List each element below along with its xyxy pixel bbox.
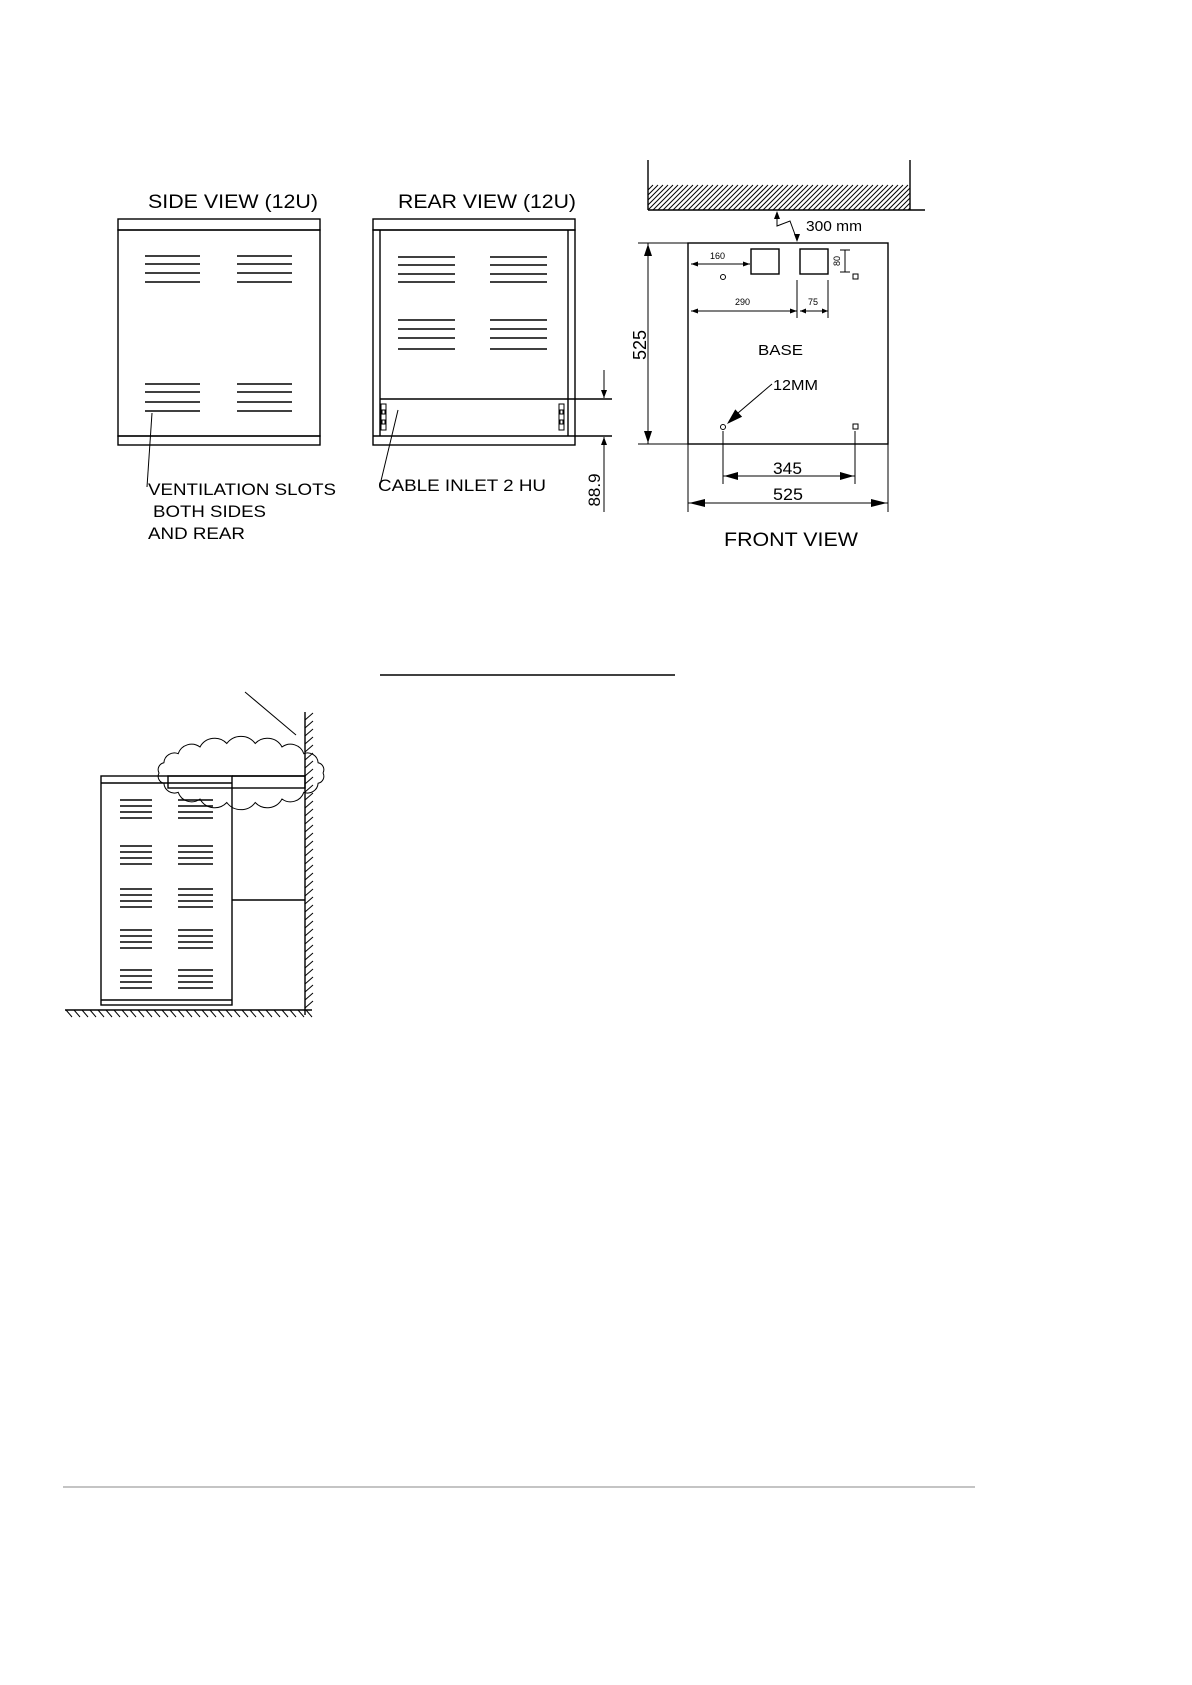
dimension-290-value: 290	[735, 297, 751, 307]
wall-hatch-tick	[305, 761, 313, 768]
wall-hatch-line	[898, 198, 910, 210]
front-view-title: FRONT VIEW	[724, 530, 859, 551]
floor-hatch-tick	[154, 1010, 160, 1017]
wall-hatch-line	[648, 185, 653, 190]
wall-hatch-tick	[305, 793, 313, 800]
mounting-hole	[853, 274, 858, 279]
wall-hatch-line	[658, 185, 683, 210]
bracket-hole	[382, 410, 385, 414]
mounting-hole	[721, 425, 726, 430]
ventilation-note-line-1: VENTILATION SLOTS	[148, 480, 336, 499]
wall-hatch-tick	[305, 817, 313, 824]
inlet-height-value: 88.9	[585, 473, 604, 507]
clearance-zigzag-line	[777, 213, 797, 240]
wall-hatch-line	[723, 185, 748, 210]
side-view-title: SIDE VIEW (12U)	[148, 192, 318, 213]
dimension-arrowhead	[601, 437, 607, 445]
wall-hatch-tick	[305, 937, 313, 944]
wall-hatch-line	[683, 185, 708, 210]
front-view	[630, 160, 925, 551]
cable-inlet-right-bracket	[559, 404, 564, 430]
wall-hatch-line	[838, 185, 863, 210]
side-view	[118, 192, 336, 543]
wall-hatch-line	[768, 185, 793, 210]
wall-hatch-line	[843, 185, 868, 210]
wall-hatch-tick	[305, 905, 313, 912]
floor-hatch-tick	[74, 1010, 80, 1017]
wall-hatch-tick	[305, 833, 313, 840]
dimension-arrowhead	[601, 390, 607, 398]
wall-hatch-line	[728, 185, 753, 210]
wall-hatch-tick	[305, 961, 313, 968]
bracket-plate	[381, 404, 386, 430]
floor-hatch-tick	[186, 1010, 192, 1017]
floor-hatch-tick	[98, 1010, 104, 1017]
floor-hatch-tick	[226, 1010, 232, 1017]
wall-hatch-line	[818, 185, 843, 210]
dimension-arrowhead	[691, 309, 698, 314]
wall-hatch-line	[758, 185, 783, 210]
wall-hatch-line	[648, 185, 668, 205]
hole-size-label: 12MM	[773, 377, 818, 394]
bracket-hole	[560, 420, 563, 424]
wall-hatch-line	[693, 185, 718, 210]
floor-hatch-tick	[170, 1010, 176, 1017]
depth-value: 525	[630, 329, 650, 361]
wall-hatch-line	[873, 185, 898, 210]
wall-hatch-line	[788, 185, 813, 210]
hole-spacing-value: 345	[773, 459, 802, 478]
bracket-hole	[382, 420, 385, 424]
dimension-arrowhead	[840, 472, 854, 480]
wall-hatch-line	[648, 185, 658, 195]
mounting-hole	[853, 424, 858, 429]
wall-hatch-line	[678, 185, 703, 210]
ventilation-leader-line	[147, 413, 152, 487]
wall-hatch-line	[778, 185, 803, 210]
wall-hatch-tick	[305, 769, 313, 776]
rear-view	[373, 192, 612, 512]
wall-hatch-line	[648, 185, 673, 210]
depth-dimension	[630, 243, 688, 444]
wall-hatch-tick	[305, 977, 313, 984]
wall-hatch-tick	[305, 921, 313, 928]
wall-hatch-line	[698, 185, 723, 210]
inlet-height-dimension	[585, 370, 607, 512]
wall-hatch-tick	[305, 897, 313, 904]
rear-wall-hatched	[648, 160, 925, 210]
side-view-top-cap	[118, 219, 320, 230]
dimension-arrowhead	[794, 234, 800, 242]
cable-inlet-leader-line	[380, 410, 398, 485]
hole-spacing-dimension	[723, 431, 855, 484]
floor-hatch-tick	[290, 1010, 296, 1017]
wall-hatch-tick	[305, 777, 313, 784]
wall-hatch-line	[878, 185, 903, 210]
dimension-arrowhead	[644, 244, 652, 256]
floor-hatch-tick	[114, 1010, 120, 1017]
bracket-hole	[560, 410, 563, 414]
wall-hatch-tick	[305, 809, 313, 816]
dimension-arrowhead	[691, 262, 698, 267]
wall-hatch-line	[653, 185, 678, 210]
wall-hatch-line	[668, 185, 693, 210]
cable-cutout-left	[751, 249, 779, 274]
wall-bracket	[168, 776, 305, 788]
wall-hatch-tick	[305, 857, 313, 864]
dimension-75-value: 75	[808, 297, 819, 307]
wall-hatch-tick	[305, 945, 313, 952]
wall-hatch-tick	[305, 849, 313, 856]
floor-hatch-tick	[194, 1010, 200, 1017]
wall-hatch-line	[743, 185, 768, 210]
wall-hatch-line	[783, 185, 808, 210]
wall-hatch-line	[753, 185, 778, 210]
dimension-160-value: 160	[710, 251, 726, 261]
cable-inlet-left-bracket	[381, 404, 386, 430]
ventilation-note-line-3: AND REAR	[148, 524, 245, 543]
width-dimension	[688, 444, 888, 512]
hole-callout-leader	[738, 384, 772, 413]
floor-hatch-tick	[242, 1010, 248, 1017]
rear-view-vent-slots	[398, 257, 547, 349]
side-view-vent-slots	[145, 256, 292, 411]
floor-hatch-tick	[234, 1010, 240, 1017]
wall-hatch-tick	[305, 801, 313, 808]
dimension-160	[691, 251, 750, 267]
dimension-arrowhead	[774, 211, 780, 219]
floor-hatch-tick	[258, 1010, 264, 1017]
wall-hatch-line	[713, 185, 738, 210]
wall-hatch-line	[738, 185, 763, 210]
floor-hatch-tick	[274, 1010, 280, 1017]
wall-hatch-line	[808, 185, 833, 210]
floor-hatch-tick	[106, 1010, 112, 1017]
floor-hatch-tick	[122, 1010, 128, 1017]
bracket-plate	[559, 404, 564, 430]
floor-hatch-tick	[306, 1010, 312, 1017]
floor-hatch-tick	[210, 1010, 216, 1017]
rear-view-top-cap	[373, 219, 575, 230]
wall-hatch-line	[718, 185, 743, 210]
cable-cutout-right	[800, 249, 828, 274]
wall-hatch-line	[773, 185, 798, 210]
wall-hatch-tick	[305, 985, 313, 992]
wall-hatch-tick	[305, 881, 313, 888]
mounting-hole	[721, 275, 726, 280]
base-label: BASE	[758, 342, 803, 359]
wall-hatch-tick	[305, 993, 313, 1000]
wall-hatch-line	[828, 185, 853, 210]
wall-hatch-tick	[305, 785, 313, 792]
wall-hatch-line	[868, 185, 893, 210]
wall-hatch-line	[733, 185, 758, 210]
wall-hatch-line	[823, 185, 848, 210]
wall-hatch-line	[708, 185, 733, 210]
floor-hatch-tick	[202, 1010, 208, 1017]
highlight-cloud	[158, 736, 324, 809]
wall-hatch-line	[748, 185, 773, 210]
floor-hatch-tick	[298, 1010, 304, 1017]
dimension-75	[797, 280, 828, 318]
cable-inlet-note: CABLE INLET 2 HU	[378, 476, 546, 495]
wall-hatch-tick	[305, 889, 313, 896]
ventilation-note-line-2: BOTH SIDES	[153, 502, 266, 521]
floor-hatch-tick	[90, 1010, 96, 1017]
side-view-body	[118, 230, 320, 436]
wall-hatch-line	[688, 185, 713, 210]
floor-hatch-tick	[66, 1010, 72, 1017]
wall-hatch-tick	[305, 913, 313, 920]
wall-hatch-tick	[305, 929, 313, 936]
wall-hatch-line	[853, 185, 878, 210]
wall-hatch-line	[813, 185, 838, 210]
wall-hatch-tick	[305, 865, 313, 872]
floor-hatch-tick	[218, 1010, 224, 1017]
floor-hatch-tick	[178, 1010, 184, 1017]
wall-hatch-line	[858, 185, 883, 210]
wall-hatch-tick	[305, 737, 313, 744]
dimension-arrowhead	[724, 472, 738, 480]
wall-hatch-tick	[305, 841, 313, 848]
floor-hatch-tick	[162, 1010, 168, 1017]
wall-hatch-tick	[305, 745, 313, 752]
dimension-80-value: 80	[832, 255, 842, 267]
wall-hatch-tick	[305, 721, 313, 728]
dimension-290	[691, 297, 797, 314]
wall-hatch-line	[798, 185, 823, 210]
floor-hatch-tick	[282, 1010, 288, 1017]
side-view-bottom-cap	[118, 436, 320, 445]
cabinet-vent-slots	[120, 800, 213, 988]
floor-hatch-tick	[82, 1010, 88, 1017]
wall-hatch-line	[673, 185, 698, 210]
dimension-arrowhead	[822, 309, 828, 314]
rear-view-title: REAR VIEW (12U)	[398, 192, 576, 213]
wall-installation-sketch	[65, 692, 324, 1017]
dimension-arrowhead	[644, 431, 652, 443]
callout-leader-line	[245, 692, 296, 735]
wall-hatched	[305, 712, 313, 1015]
dimension-arrowhead	[800, 309, 806, 314]
wall-hatch-line	[833, 185, 858, 210]
wall-hatch-line	[663, 185, 688, 210]
wall-hatch-tick	[305, 729, 313, 736]
dimension-arrowhead	[871, 499, 887, 507]
dimension-80	[832, 250, 850, 272]
clearance-dimension	[774, 211, 862, 242]
dimension-arrowhead	[743, 262, 750, 267]
floor-hatch-tick	[138, 1010, 144, 1017]
wall-hatch-line	[793, 185, 818, 210]
wall-hatch-line	[893, 193, 910, 210]
dimension-arrowhead	[689, 499, 705, 507]
wall-hatch-tick	[305, 1001, 313, 1008]
dimension-arrowhead	[790, 309, 797, 314]
floor-hatch-tick	[266, 1010, 272, 1017]
wall-hatch-tick	[305, 713, 313, 720]
wall-hatch-tick	[305, 873, 313, 880]
floor-hatched	[65, 1010, 312, 1017]
wall-hatch-line	[703, 185, 728, 210]
hole-size-callout	[727, 377, 818, 424]
wall-hatch-tick	[305, 825, 313, 832]
wall-hatch-line	[763, 185, 788, 210]
floor-hatch-tick	[146, 1010, 152, 1017]
floor-hatch-tick	[130, 1010, 136, 1017]
clearance-value: 300 mm	[806, 218, 862, 235]
floor-hatch-tick	[250, 1010, 256, 1017]
wall-hatch-line	[883, 185, 908, 210]
wall-hatch-line	[803, 185, 828, 210]
width-value: 525	[773, 485, 803, 504]
wall-hatch-tick	[305, 953, 313, 960]
wall-hatch-line	[848, 185, 873, 210]
wall-hatch-tick	[305, 969, 313, 976]
wall-hatch-line	[863, 185, 888, 210]
